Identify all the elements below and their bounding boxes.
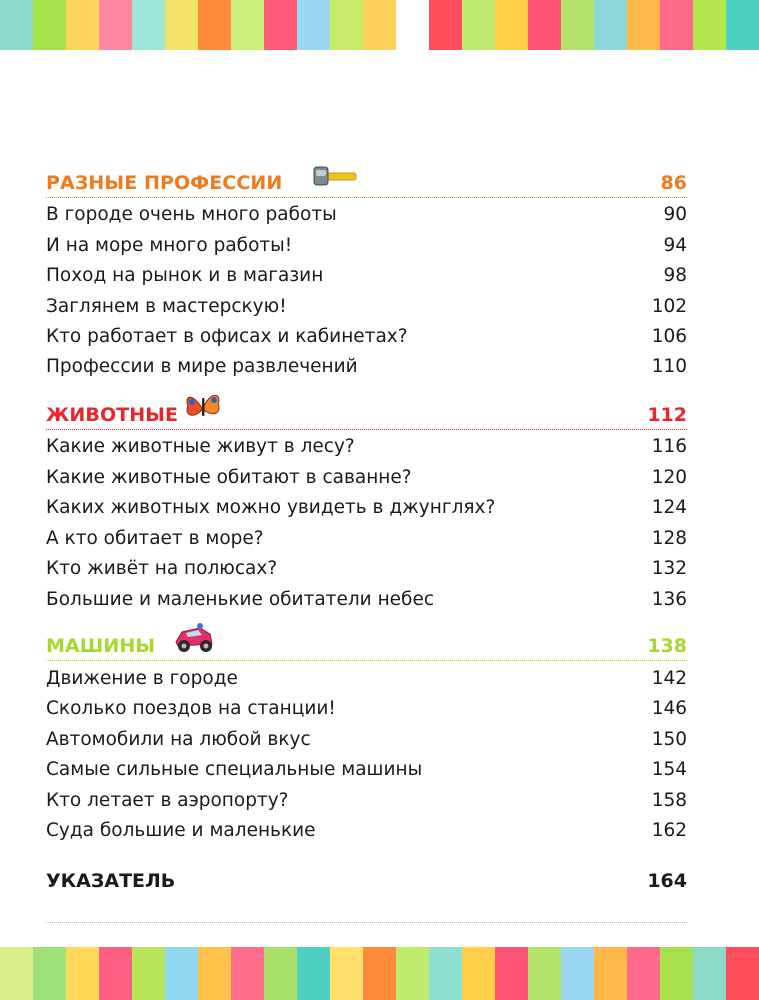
toy-car-icon (170, 622, 218, 658)
bottom-stripe-border (0, 947, 759, 1000)
entry-label: А кто обитает в море? (46, 528, 264, 549)
entry-label: Движение в городе (46, 668, 238, 689)
stripe (66, 0, 99, 50)
index-title: УКАЗАТЕЛЬ (46, 870, 176, 892)
stripe (495, 947, 528, 1000)
toc-entry[interactable] (46, 524, 687, 554)
stripe (429, 947, 462, 1000)
stripe (165, 0, 198, 50)
stripe (561, 0, 594, 50)
entry-page: 158 (651, 790, 687, 811)
section-rule (46, 660, 687, 661)
stripe (726, 947, 759, 1000)
entry-page: 98 (663, 265, 687, 286)
stripe (66, 947, 99, 1000)
stripe (726, 0, 759, 50)
stripe (132, 947, 165, 1000)
stripe (363, 947, 396, 1000)
entry-label: Суда большие и маленькие (46, 820, 316, 841)
stripe (495, 0, 528, 50)
toc-entry[interactable] (46, 786, 687, 816)
entry-label: Кто работает в офисах и кабинетах? (46, 326, 408, 347)
toc-entry[interactable] (46, 725, 687, 755)
toc-entry[interactable] (46, 664, 687, 694)
entry-page: 120 (651, 467, 687, 488)
entry-label: Профессии в мире развлечений (46, 356, 358, 377)
toc-entry[interactable] (46, 585, 687, 615)
section-rule (46, 197, 687, 198)
entry-label: Автомобили на любой вкус (46, 729, 311, 750)
stripe (330, 0, 363, 50)
toc-entry[interactable] (46, 292, 687, 322)
entry-page: 150 (651, 729, 687, 750)
stripe (693, 947, 726, 1000)
section-heading-professions[interactable] (46, 170, 687, 198)
stripe (594, 947, 627, 1000)
stripe (660, 0, 693, 50)
toc-entry[interactable] (46, 231, 687, 261)
stripe (132, 0, 165, 50)
toc-entry[interactable] (46, 816, 687, 846)
stripe (231, 947, 264, 1000)
entry-label: Сколько поездов на станции! (46, 698, 336, 719)
toc-entry[interactable] (46, 694, 687, 724)
stripe (528, 0, 561, 50)
stripe (33, 947, 66, 1000)
stripe (198, 0, 231, 50)
hammer-icon (312, 164, 360, 192)
toc-entry[interactable] (46, 261, 687, 291)
entry-label: Самые сильные специальные машины (46, 759, 423, 780)
stripe (198, 947, 231, 1000)
entry-page: 94 (663, 235, 687, 256)
index-heading[interactable] (46, 866, 687, 896)
stripe (429, 0, 462, 50)
toc-entry[interactable] (46, 493, 687, 523)
stripe (165, 947, 198, 1000)
section-heading-machines[interactable] (46, 633, 687, 661)
stripe (528, 947, 561, 1000)
entry-page: 142 (651, 668, 687, 689)
entry-label: Кто летает в аэропорту? (46, 790, 289, 811)
toc-entry[interactable] (46, 755, 687, 785)
stripe (561, 947, 594, 1000)
entry-label: Кто живёт на полюсах? (46, 558, 278, 579)
entry-page: 154 (651, 759, 687, 780)
toc-entry[interactable] (46, 322, 687, 352)
toc-entry[interactable] (46, 200, 687, 230)
stripe (264, 0, 297, 50)
stripe (297, 0, 330, 50)
entry-page: 128 (651, 528, 687, 549)
section-title: ЖИВОТНЫЕ (46, 404, 179, 426)
section-page: 112 (647, 404, 687, 426)
entry-page: 110 (651, 356, 687, 377)
stripe (0, 947, 33, 1000)
index-page: 164 (647, 870, 687, 892)
section-rule (46, 429, 687, 430)
top-stripe-border (0, 0, 759, 50)
toc-entry[interactable] (46, 463, 687, 493)
section-title: РАЗНЫЕ ПРОФЕССИИ (46, 172, 283, 194)
entry-label: В городе очень много работы (46, 204, 337, 225)
stripe (264, 947, 297, 1000)
stripe (231, 0, 264, 50)
stripe (627, 0, 660, 50)
entry-page: 116 (651, 436, 687, 457)
entry-page: 102 (651, 296, 687, 317)
entry-label: Большие и маленькие обитатели небес (46, 589, 435, 610)
entry-label: Каких животных можно увидеть в джунглях? (46, 497, 496, 518)
stripe (594, 0, 627, 50)
section-page: 138 (647, 635, 687, 657)
entry-label: Заглянем в мастерскую! (46, 296, 287, 317)
stripe (297, 947, 330, 1000)
section-page: 86 (660, 172, 687, 194)
stripe (660, 947, 693, 1000)
stripe (330, 947, 363, 1000)
entry-page: 146 (651, 698, 687, 719)
stripe (627, 947, 660, 1000)
stripe (693, 0, 726, 50)
entry-page: 106 (651, 326, 687, 347)
stripe (0, 0, 33, 50)
entry-page: 90 (663, 204, 687, 225)
entry-page: 132 (651, 558, 687, 579)
entry-page: 162 (651, 820, 687, 841)
stripe (363, 0, 396, 50)
entry-page: 124 (651, 497, 687, 518)
stripe (396, 0, 429, 50)
toc-entry[interactable] (46, 432, 687, 462)
stripe (462, 0, 495, 50)
entry-label: Какие животные обитают в саванне? (46, 467, 412, 488)
entry-label: Поход на рынок и в магазин (46, 265, 324, 286)
toc-entry[interactable] (46, 352, 687, 382)
entry-page: 136 (651, 589, 687, 610)
section-title: МАШИНЫ (46, 635, 156, 657)
stripe (33, 0, 66, 50)
entry-label: Какие животные живут в лесу? (46, 436, 355, 457)
entry-label: И на море много работы! (46, 235, 293, 256)
bottom-dotted-rule (46, 922, 687, 923)
section-heading-animals[interactable] (46, 402, 687, 430)
stripe (99, 947, 132, 1000)
toc-entry[interactable] (46, 554, 687, 584)
stripe (99, 0, 132, 50)
stripe (462, 947, 495, 1000)
butterfly-icon (182, 390, 224, 428)
stripe (396, 947, 429, 1000)
